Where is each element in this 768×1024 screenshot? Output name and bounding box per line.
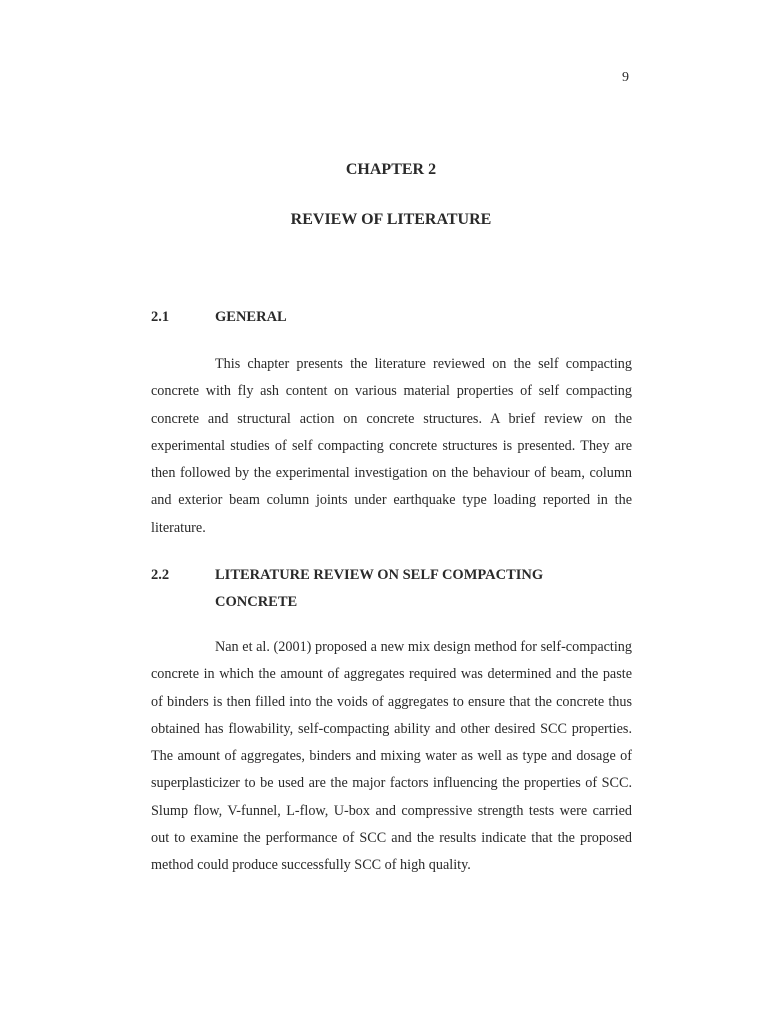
- section-title: LITERATURE REVIEW ON SELF COMPACTING CONCRETE: [215, 567, 544, 610]
- page-number: 9: [622, 70, 629, 85]
- section-number: 2.2: [151, 567, 170, 583]
- section-2-1-paragraph: This chapter presents the literature reviewed on the self compacting concrete with fly ash content on various material properties of self compacting concrete and structural action on concrete structures. A brief review on the experimental studies of self compacting concrete structures is presented. They are then followed by the experimental investigation on the behaviour of beam, column and exterior beam column joints under earthquake type loading reported in the literature.: [151, 356, 632, 536]
- chapter-label: CHAPTER 2: [345, 161, 437, 178]
- section-title: GENERAL: [215, 309, 287, 325]
- chapter-title: REVIEW OF LITERATURE: [290, 211, 492, 228]
- section-number: 2.1: [151, 309, 170, 325]
- section-2-2-paragraph: Nan et al. (2001) proposed a new mix design method for self-compacting concrete in which the amount of aggregates required was determined and the paste of binders is then filled into the voids of aggregates to ensure that the concrete thus obtained has flowability, self-compacting ability and other desired SCC properties. The amount of aggregates, binders and mixing water as well as type and dosage of superplasticizer to be used are the major factors influencing the properties of SCC. Slump flow, V-funnel, L-flow, U-box and compressive strength tests were carried out to examine the performance of SCC and the results indicate that the proposed method could produce successfully SCC of high quality.: [151, 639, 632, 874]
